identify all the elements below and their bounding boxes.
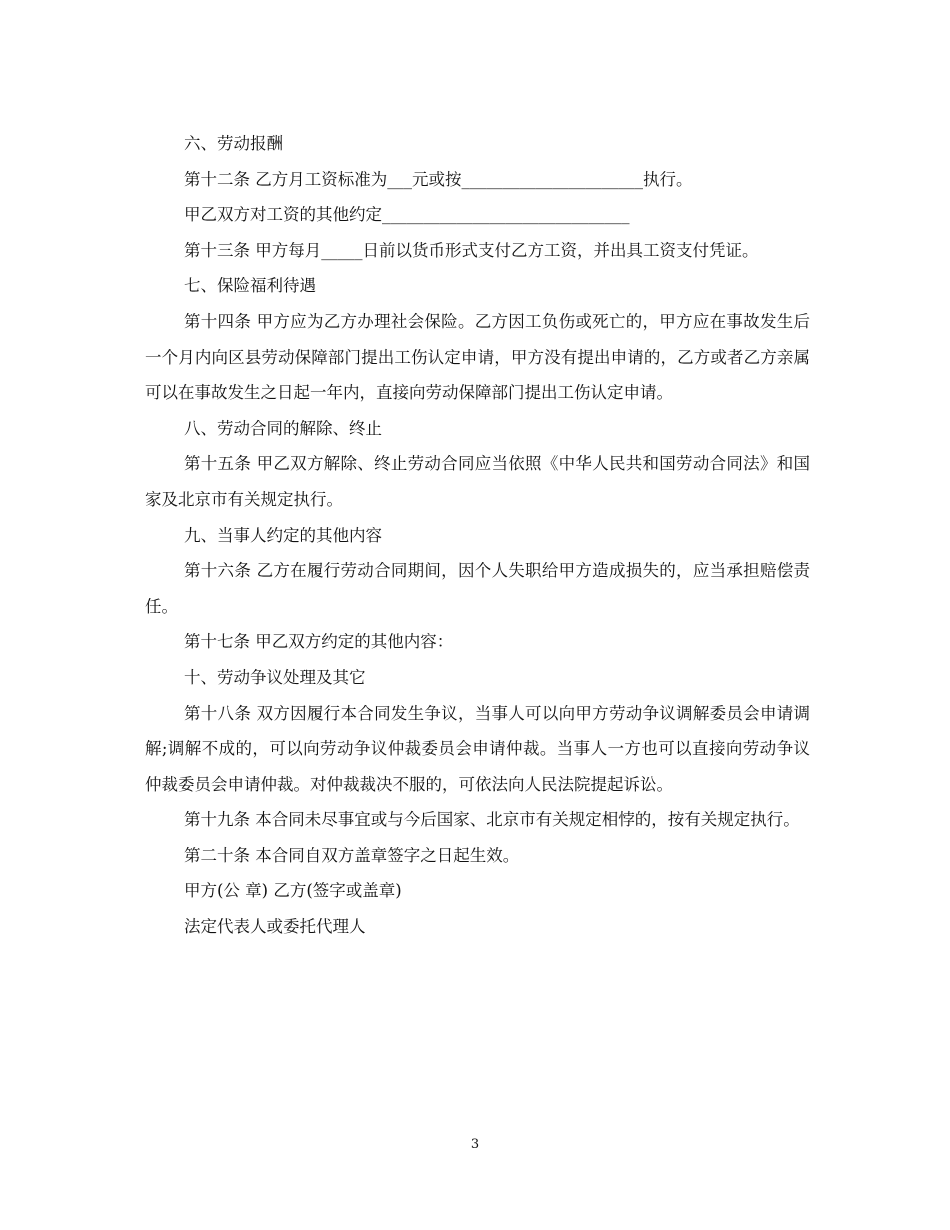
clause-17-other-content: 第十七条 甲乙双方约定的其他内容： — [184, 632, 454, 652]
section-heading-disputes: 十、劳动争议处理及其它 — [184, 667, 366, 687]
section-heading-insurance: 七、保险福利待遇 — [184, 276, 316, 296]
document-body — [145, 126, 810, 945]
legal-representative-line: 法定代表人或委托代理人 — [184, 917, 366, 937]
clause-19-unaddressed-matters: 第十九条 本合同未尽事宜或与今后国家、北京市有关规定相悖的，按有关规定执行。 — [184, 810, 800, 830]
section-heading-termination: 八、劳动合同的解除、终止 — [184, 418, 382, 438]
page-number: 3 — [470, 1137, 480, 1152]
signature-parties-line: 甲方(公 章) 乙方(签字或盖章) — [184, 881, 402, 901]
clause-13-payment-date: 第十三条 甲方每月_____日前以货币形式支付乙方工资，并出具工资支付凭证。 — [184, 240, 759, 260]
clause-15-termination: 第十五条 甲乙双方解除、终止劳动合同应当依照《中华人民共和国劳动合同法》和国家及北京市有关规定执行。 — [145, 454, 810, 509]
clause-16-liability: 第十六条 乙方在履行劳动合同期间，因个人失职给甲方造成损失的，应当承担赔偿责任。 — [145, 561, 810, 616]
clause-20-effective-date: 第二十条 本合同自双方盖章签字之日起生效。 — [184, 845, 520, 865]
section-heading-compensation: 六、劳动报酬 — [184, 134, 283, 153]
section-heading-other-terms: 九、当事人约定的其他内容 — [184, 525, 382, 545]
clause-12-monthly-wage: 第十二条 乙方月工资标准为___元或按______________________执行。 — [184, 169, 693, 189]
other-wage-agreement: 甲乙双方对工资的其他约定______________________________ — [184, 205, 630, 225]
clause-14-social-insurance: 第十四条 甲方应为乙方办理社会保险。乙方因工负伤或死亡的，甲方应在事故发生后一个月内向区县劳动保障部门提出工伤认定申请，甲方没有提出申请的，乙方或者乙方亲属可以在事故发生之日起一年内，直接向劳动保障部门提出工伤认定申请。 — [145, 311, 810, 403]
clause-18-dispute-resolution: 第十八条 双方因履行本合同发生争议，当事人可以向甲方劳动争议调解委员会申请调解;调解不成的，可以向劳动争议仲裁委员会申请仲裁。当事人一方也可以直接向劳动争议仲裁委员会申请仲裁。对仲裁裁决不服的，可依法向人民法院提起诉讼。 — [145, 703, 810, 794]
